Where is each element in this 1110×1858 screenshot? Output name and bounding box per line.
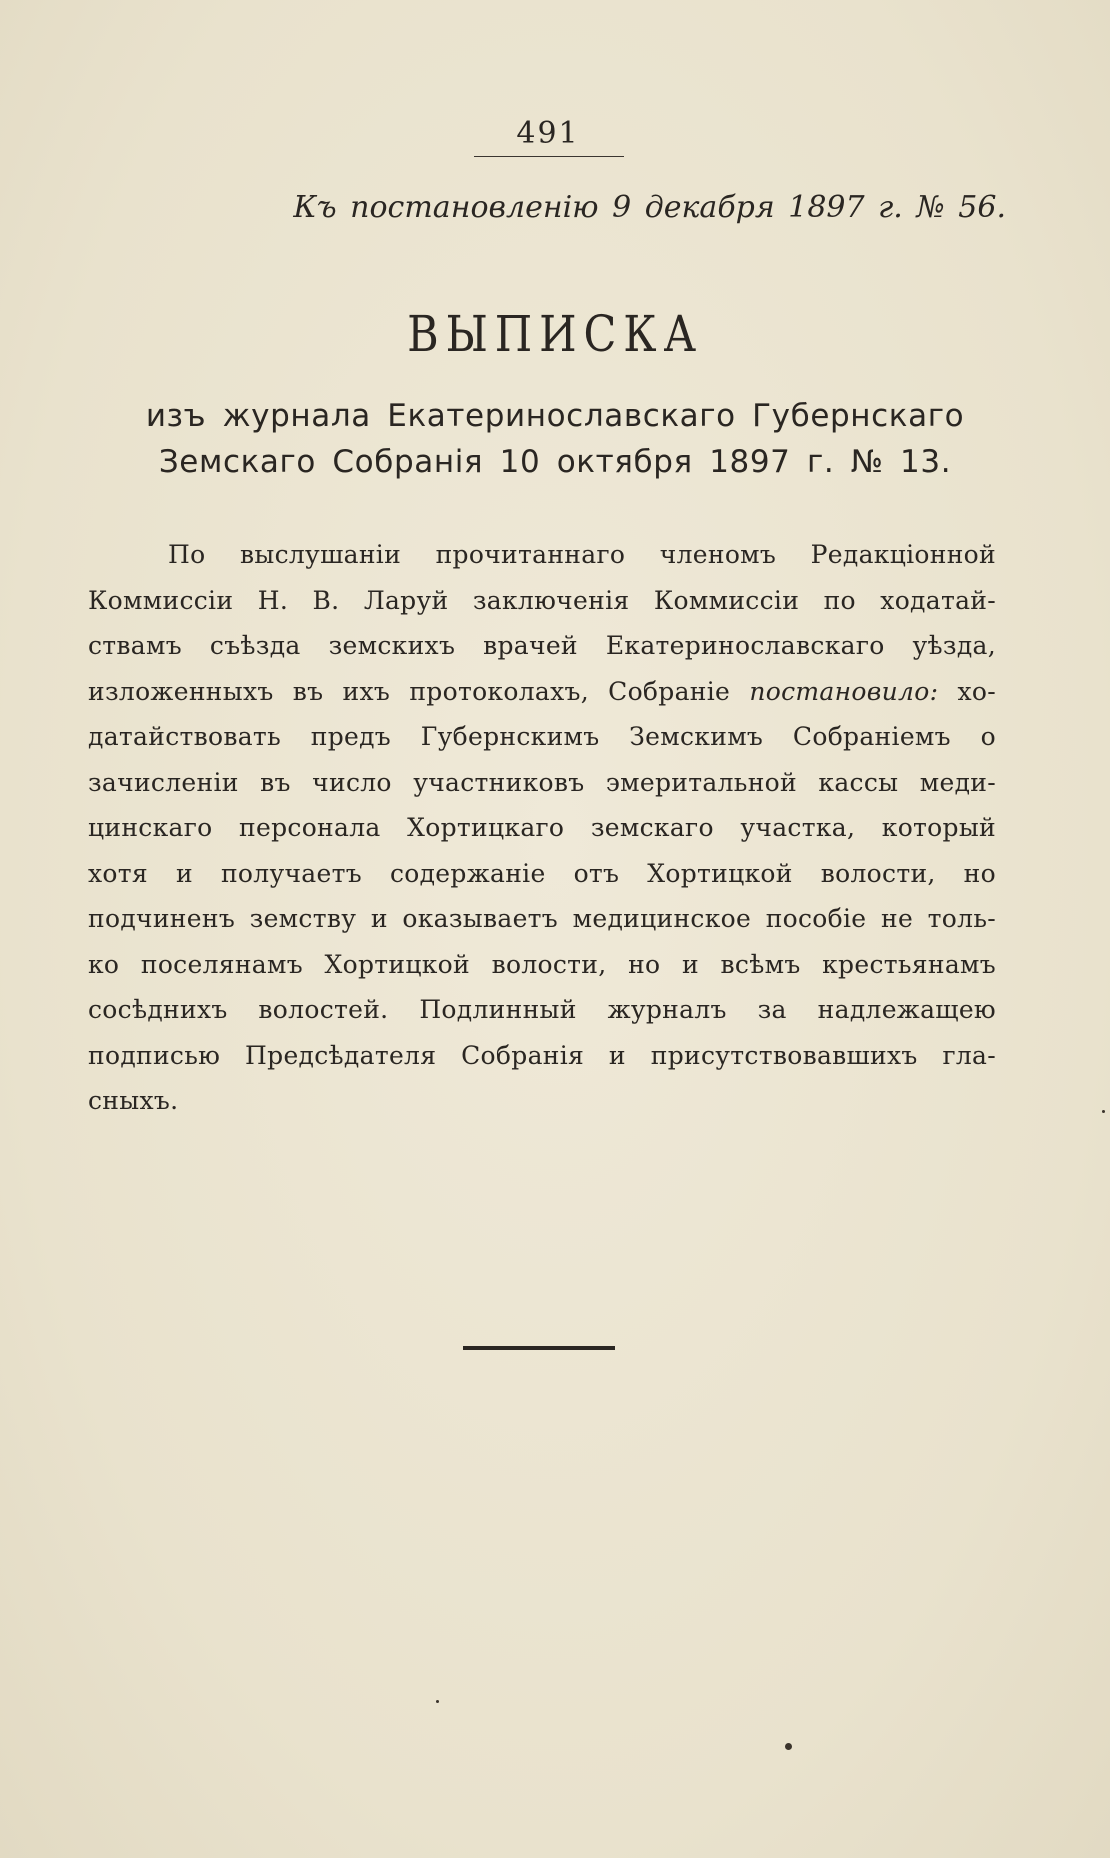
- page-number: 491: [516, 116, 580, 151]
- page-number-rule: [474, 156, 624, 157]
- body-line: цинскаго персонала Хортицкаго земскаго участка, который: [88, 813, 996, 842]
- subtitle-line-1: изъ журнала Екатеринославскаго Губернскаго: [145, 398, 965, 434]
- body-line-tail: хо-: [957, 676, 997, 706]
- body-line: ко поселянамъ Хортицкой волости, но и всѣмъ крестьянамъ: [88, 949, 996, 979]
- paper-speck: [436, 1700, 439, 1703]
- paper-speck: [1102, 1110, 1105, 1113]
- body-line: подчиненъ земству и оказываетъ медицинское пособіе не толь-: [88, 904, 996, 933]
- body-line: Коммиссіи Н. В. Ларуй заключенія Коммиссіи по ходатай-: [88, 585, 996, 615]
- body-line: [88, 669, 996, 715]
- body-line: сосѣднихъ волостей. Подлинный журналъ за надлежащею: [88, 995, 996, 1024]
- resolution-reference: Къ постановленію 9 декабря 1897 г. № 56.: [293, 190, 1006, 225]
- document-title: ВЫПИСКА: [407, 305, 703, 363]
- body-line: сныхъ.: [88, 1086, 179, 1115]
- body-line: подписью Предсѣдателя Собранія и присутствовавшихъ гла-: [88, 1040, 996, 1070]
- body-paragraph: [88, 532, 996, 1124]
- body-line: По выслушаніи прочитаннаго членомъ Редакціонной: [168, 540, 996, 569]
- body-line: зачисленіи въ число участниковъ эмеритальной кассы меди-: [88, 767, 996, 797]
- body-line-text: изложенныхъ въ ихъ протоколахъ, Собраніе: [88, 676, 731, 706]
- body-line: ствамъ съѣзда земскихъ врачей Екатеринославскаго уѣзда,: [88, 631, 996, 660]
- body-line: хотя и получаетъ содержаніе отъ Хортицкой волости, но: [88, 858, 996, 888]
- paper-speck: [785, 1743, 792, 1750]
- body-emphasis: постановило:: [749, 676, 939, 706]
- body-line: датайствовать предъ Губернскимъ Земскимъ Собраніемъ о: [88, 722, 996, 751]
- end-rule: [463, 1346, 615, 1350]
- subtitle-line-2: Земскаго Собранія 10 октября 1897 г. № 13.: [158, 444, 952, 480]
